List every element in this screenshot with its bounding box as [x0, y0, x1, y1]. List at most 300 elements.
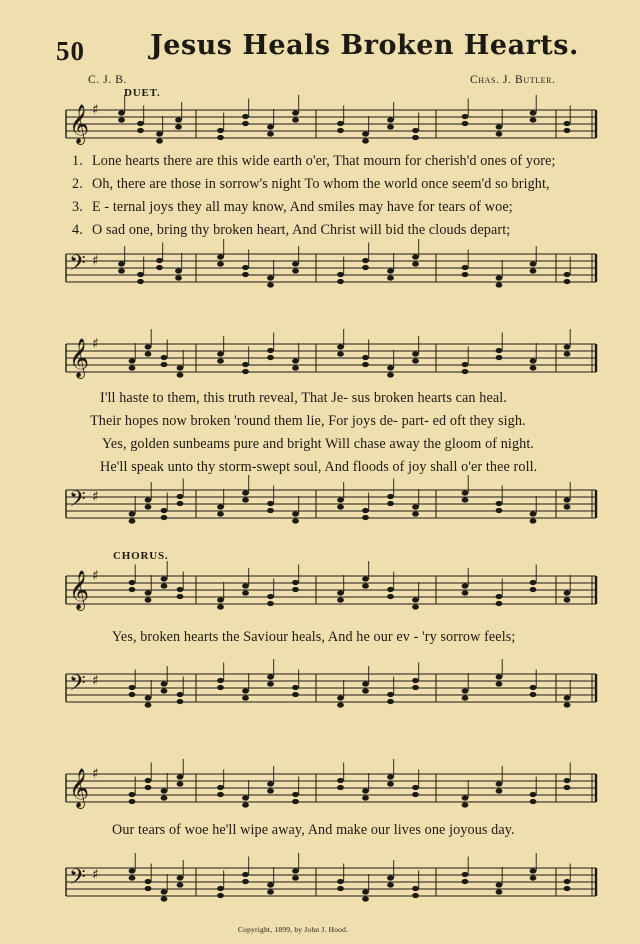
- note-head: [337, 497, 344, 502]
- note-head: [292, 358, 299, 363]
- note-head: [177, 882, 184, 887]
- note-head: [129, 792, 136, 797]
- note-head: [292, 875, 299, 880]
- note-head: [292, 261, 299, 266]
- note-head: [161, 788, 168, 793]
- note-head: [496, 355, 503, 360]
- note-head: [530, 358, 537, 363]
- refrain-verse-line-3: Yes, golden sunbeams pure and bright Will chase away the gloom of night.: [102, 436, 535, 452]
- note-head: [530, 518, 537, 523]
- key-signature-sharp-icon: ♯: [92, 673, 99, 689]
- duet-marking: DUET.: [124, 87, 161, 99]
- note-head: [564, 497, 571, 502]
- note-head: [267, 781, 274, 786]
- note-head: [129, 875, 136, 880]
- note-head: [337, 351, 344, 356]
- note-head: [387, 501, 394, 506]
- treble-staff-1: [0, 104, 640, 144]
- chorus-lyric-1: Yes, broken hearts the Saviour heals, And he our ev - 'ry sorrow feels;: [112, 629, 516, 645]
- note-head: [412, 785, 419, 790]
- note-head: [242, 490, 249, 495]
- note-head: [129, 799, 136, 804]
- refrain-verse-line-4: He'll speak unto thy storm-swept soul, And floods of joy shall o'er thee roll.: [100, 459, 538, 475]
- note-head: [175, 275, 182, 280]
- note-head: [145, 695, 152, 700]
- note-head: [496, 594, 503, 599]
- note-head: [161, 795, 168, 800]
- note-head: [267, 788, 274, 793]
- note-head: [267, 501, 274, 506]
- note-head: [177, 372, 184, 377]
- note-head: [161, 508, 168, 513]
- bass-clef-icon: 𝄢: [69, 487, 86, 517]
- note-head: [337, 272, 344, 277]
- note-head: [496, 781, 503, 786]
- note-head: [129, 580, 136, 585]
- note-head: [337, 344, 344, 349]
- note-head: [564, 785, 571, 790]
- note-head: [267, 131, 274, 136]
- note-head: [362, 576, 369, 581]
- note-head: [292, 518, 299, 523]
- note-head: [412, 128, 419, 133]
- note-head: [564, 272, 571, 277]
- refrain-verse-line-2: Their hopes now broken 'round them lie, For joys de- part- ed oft they sigh.: [90, 413, 526, 429]
- note-head: [462, 879, 469, 884]
- hymn-title: Jesus Heals Broken Hearts.: [150, 30, 579, 61]
- note-head: [267, 124, 274, 129]
- note-head: [177, 365, 184, 370]
- note-head: [412, 261, 419, 266]
- note-head: [530, 580, 537, 585]
- note-head: [496, 889, 503, 894]
- note-head: [412, 358, 419, 363]
- treble-clef-icon: 𝄞: [69, 570, 90, 610]
- note-head: [217, 254, 224, 259]
- note-head: [496, 348, 503, 353]
- page-number: 50: [56, 36, 85, 66]
- note-head: [362, 508, 369, 513]
- note-head: [217, 597, 224, 602]
- verse-number: 2.: [72, 176, 83, 192]
- bass-staff-3: [0, 668, 640, 708]
- note-head: [496, 508, 503, 513]
- note-head: [267, 601, 274, 606]
- note-head: [496, 788, 503, 793]
- note-head: [387, 774, 394, 779]
- note-head: [564, 702, 571, 707]
- note-head: [337, 128, 344, 133]
- lyricist-credit: C. J. B.: [88, 74, 127, 86]
- chorus-lyric-2: Our tears of woe he'll wipe away, And make our lives one joyous day.: [112, 822, 515, 838]
- note-head: [217, 128, 224, 133]
- key-signature-sharp-icon: ♯: [92, 336, 99, 352]
- note-head: [362, 896, 369, 901]
- note-head: [362, 355, 369, 360]
- note-head: [292, 685, 299, 690]
- note-head: [362, 795, 369, 800]
- note-head: [177, 587, 184, 592]
- treble-staff-3: [0, 570, 640, 610]
- note-head: [462, 795, 469, 800]
- note-head: [267, 275, 274, 280]
- note-head: [242, 497, 249, 502]
- note-head: [217, 685, 224, 690]
- note-head: [267, 594, 274, 599]
- composer-credit: Chas. J. Butler.: [470, 74, 556, 86]
- note-head: [530, 511, 537, 516]
- copyright-notice: Copyright, 1899, by John J. Hood.: [238, 925, 349, 934]
- note-head: [387, 365, 394, 370]
- verse-number: 3.: [72, 199, 83, 215]
- note-head: [177, 594, 184, 599]
- note-head: [156, 258, 163, 263]
- key-signature-sharp-icon: ♯: [92, 102, 99, 118]
- note-head: [362, 788, 369, 793]
- note-head: [412, 597, 419, 602]
- verse-text: O sad one, bring thy broken heart, And Christ will bid the clouds depart;: [92, 222, 511, 238]
- note-head: [564, 279, 571, 284]
- note-head: [362, 362, 369, 367]
- note-head: [387, 875, 394, 880]
- note-head: [387, 494, 394, 499]
- note-head: [242, 362, 249, 367]
- note-head: [496, 124, 503, 129]
- note-head: [564, 504, 571, 509]
- note-head: [292, 117, 299, 122]
- note-head: [362, 583, 369, 588]
- key-signature-sharp-icon: ♯: [92, 867, 99, 883]
- note-head: [217, 504, 224, 509]
- note-head: [462, 583, 469, 588]
- note-head: [412, 678, 419, 683]
- verse-line-4: [72, 222, 510, 239]
- note-head: [412, 685, 419, 690]
- treble-clef-icon: 𝄞: [69, 104, 90, 144]
- note-head: [530, 875, 537, 880]
- note-head: [387, 124, 394, 129]
- refrain-verse-line-1: I'll haste to them, this truth reveal, That Je- sus broken hearts can heal.: [100, 390, 507, 406]
- note-head: [292, 799, 299, 804]
- note-head: [530, 692, 537, 697]
- note-head: [177, 501, 184, 506]
- note-head: [161, 576, 168, 581]
- note-head: [387, 117, 394, 122]
- note-head: [292, 868, 299, 873]
- verse-text: E - ternal joys they all may know, And smiles may have for tears of woe;: [92, 199, 513, 215]
- note-head: [137, 121, 144, 126]
- note-head: [462, 369, 469, 374]
- note-head: [242, 265, 249, 270]
- note-head: [564, 695, 571, 700]
- note-head: [337, 121, 344, 126]
- note-head: [292, 692, 299, 697]
- note-head: [217, 604, 224, 609]
- note-head: [337, 879, 344, 884]
- note-head: [530, 261, 537, 266]
- note-head: [530, 365, 537, 370]
- note-head: [217, 261, 224, 266]
- note-head: [267, 355, 274, 360]
- note-head: [177, 875, 184, 880]
- note-head: [242, 695, 249, 700]
- note-head: [242, 802, 249, 807]
- note-head: [156, 138, 163, 143]
- note-head: [387, 372, 394, 377]
- note-head: [462, 872, 469, 877]
- note-head: [387, 781, 394, 786]
- note-head: [412, 511, 419, 516]
- note-head: [530, 110, 537, 115]
- note-head: [118, 268, 125, 273]
- note-head: [564, 351, 571, 356]
- note-head: [242, 872, 249, 877]
- note-head: [530, 587, 537, 592]
- note-head: [292, 365, 299, 370]
- note-head: [145, 597, 152, 602]
- note-head: [137, 279, 144, 284]
- note-head: [387, 882, 394, 887]
- note-head: [362, 515, 369, 520]
- note-head: [530, 685, 537, 690]
- note-head: [362, 258, 369, 263]
- note-head: [267, 882, 274, 887]
- verse-line-1: [72, 153, 556, 170]
- note-head: [161, 362, 168, 367]
- bass-staff-1: [0, 248, 640, 288]
- note-head: [292, 268, 299, 273]
- note-head: [292, 110, 299, 115]
- note-head: [362, 265, 369, 270]
- note-head: [217, 785, 224, 790]
- note-head: [129, 868, 136, 873]
- note-head: [267, 348, 274, 353]
- verse-number: 4.: [72, 222, 83, 238]
- verse-line-2: [72, 176, 550, 193]
- treble-clef-icon: 𝄞: [69, 768, 90, 808]
- note-head: [564, 344, 571, 349]
- verse-text: Lone hearts there are this wide earth o'er, That mourn for cherish'd ones of yore;: [92, 153, 556, 169]
- note-head: [362, 138, 369, 143]
- note-head: [496, 131, 503, 136]
- note-head: [412, 351, 419, 356]
- note-head: [267, 889, 274, 894]
- key-signature-sharp-icon: ♯: [92, 489, 99, 505]
- note-head: [177, 692, 184, 697]
- note-head: [161, 681, 168, 686]
- note-head: [242, 114, 249, 119]
- key-signature-sharp-icon: ♯: [92, 568, 99, 584]
- note-head: [496, 601, 503, 606]
- note-head: [462, 272, 469, 277]
- note-head: [564, 879, 571, 884]
- note-head: [337, 695, 344, 700]
- note-head: [145, 886, 152, 891]
- note-head: [217, 135, 224, 140]
- note-head: [530, 792, 537, 797]
- bass-staff-4: [0, 862, 640, 902]
- note-head: [129, 685, 136, 690]
- note-head: [337, 886, 344, 891]
- treble-staff-4: [0, 768, 640, 808]
- note-head: [137, 128, 144, 133]
- note-head: [412, 792, 419, 797]
- treble-clef-icon: 𝄞: [69, 338, 90, 378]
- note-head: [337, 785, 344, 790]
- note-head: [462, 121, 469, 126]
- note-head: [462, 590, 469, 595]
- note-head: [337, 504, 344, 509]
- note-head: [129, 511, 136, 516]
- note-head: [530, 117, 537, 122]
- note-head: [145, 879, 152, 884]
- note-head: [462, 688, 469, 693]
- note-head: [362, 688, 369, 693]
- note-head: [267, 508, 274, 513]
- bass-clef-icon: 𝄢: [69, 251, 86, 281]
- note-head: [177, 774, 184, 779]
- note-head: [242, 583, 249, 588]
- note-head: [530, 799, 537, 804]
- note-head: [242, 795, 249, 800]
- note-head: [387, 587, 394, 592]
- note-head: [242, 369, 249, 374]
- note-head: [337, 597, 344, 602]
- note-head: [462, 265, 469, 270]
- note-head: [496, 501, 503, 506]
- note-head: [177, 699, 184, 704]
- bass-staff-2: [0, 484, 640, 524]
- note-head: [362, 131, 369, 136]
- note-head: [145, 702, 152, 707]
- note-head: [530, 268, 537, 273]
- treble-staff-2: [0, 338, 640, 378]
- note-head: [387, 699, 394, 704]
- note-head: [412, 135, 419, 140]
- note-head: [129, 587, 136, 592]
- note-head: [564, 128, 571, 133]
- note-head: [242, 590, 249, 595]
- note-head: [145, 351, 152, 356]
- note-head: [462, 362, 469, 367]
- note-head: [129, 518, 136, 523]
- note-head: [496, 882, 503, 887]
- note-head: [564, 121, 571, 126]
- note-head: [242, 688, 249, 693]
- verse-number: 1.: [72, 153, 83, 169]
- note-head: [387, 692, 394, 697]
- note-head: [462, 114, 469, 119]
- note-head: [175, 117, 182, 122]
- note-head: [292, 511, 299, 516]
- note-head: [217, 351, 224, 356]
- note-head: [362, 681, 369, 686]
- note-head: [564, 778, 571, 783]
- note-head: [337, 279, 344, 284]
- bass-clef-icon: 𝄢: [69, 865, 86, 895]
- bass-clef-icon: 𝄢: [69, 671, 86, 701]
- note-head: [118, 261, 125, 266]
- note-head: [242, 879, 249, 884]
- note-head: [217, 678, 224, 683]
- note-head: [145, 785, 152, 790]
- note-head: [145, 590, 152, 595]
- note-head: [118, 117, 125, 122]
- note-head: [387, 268, 394, 273]
- note-head: [362, 889, 369, 894]
- note-head: [161, 583, 168, 588]
- note-head: [292, 792, 299, 797]
- note-head: [145, 778, 152, 783]
- note-head: [161, 355, 168, 360]
- note-head: [242, 121, 249, 126]
- note-head: [387, 275, 394, 280]
- note-head: [412, 254, 419, 259]
- note-head: [175, 268, 182, 273]
- verse-line-3: [72, 199, 513, 216]
- note-head: [217, 893, 224, 898]
- note-head: [156, 265, 163, 270]
- note-head: [496, 681, 503, 686]
- note-head: [387, 594, 394, 599]
- note-head: [161, 515, 168, 520]
- note-head: [129, 692, 136, 697]
- note-head: [161, 889, 168, 894]
- note-head: [175, 124, 182, 129]
- key-signature-sharp-icon: ♯: [92, 253, 99, 269]
- note-head: [412, 886, 419, 891]
- note-head: [496, 275, 503, 280]
- note-head: [337, 590, 344, 595]
- note-head: [337, 702, 344, 707]
- note-head: [217, 886, 224, 891]
- note-head: [177, 781, 184, 786]
- note-head: [496, 674, 503, 679]
- note-head: [161, 896, 168, 901]
- note-head: [242, 272, 249, 277]
- note-head: [267, 674, 274, 679]
- note-head: [145, 504, 152, 509]
- note-head: [496, 282, 503, 287]
- note-head: [292, 587, 299, 592]
- chorus-marking: CHORUS.: [113, 550, 169, 562]
- note-head: [462, 497, 469, 502]
- note-head: [564, 597, 571, 602]
- note-head: [217, 358, 224, 363]
- note-head: [145, 344, 152, 349]
- verse-text: Oh, there are those in sorrow's night To whom the world once seem'd so bright,: [92, 176, 550, 192]
- note-head: [217, 511, 224, 516]
- note-head: [564, 886, 571, 891]
- note-head: [530, 868, 537, 873]
- note-head: [462, 695, 469, 700]
- note-head: [145, 497, 152, 502]
- note-head: [161, 688, 168, 693]
- note-head: [337, 778, 344, 783]
- note-head: [177, 494, 184, 499]
- note-head: [267, 681, 274, 686]
- note-head: [217, 792, 224, 797]
- note-head: [412, 604, 419, 609]
- note-head: [292, 580, 299, 585]
- note-head: [118, 110, 125, 115]
- note-head: [129, 358, 136, 363]
- note-head: [412, 893, 419, 898]
- key-signature-sharp-icon: ♯: [92, 766, 99, 782]
- note-head: [267, 282, 274, 287]
- note-head: [137, 272, 144, 277]
- note-head: [564, 590, 571, 595]
